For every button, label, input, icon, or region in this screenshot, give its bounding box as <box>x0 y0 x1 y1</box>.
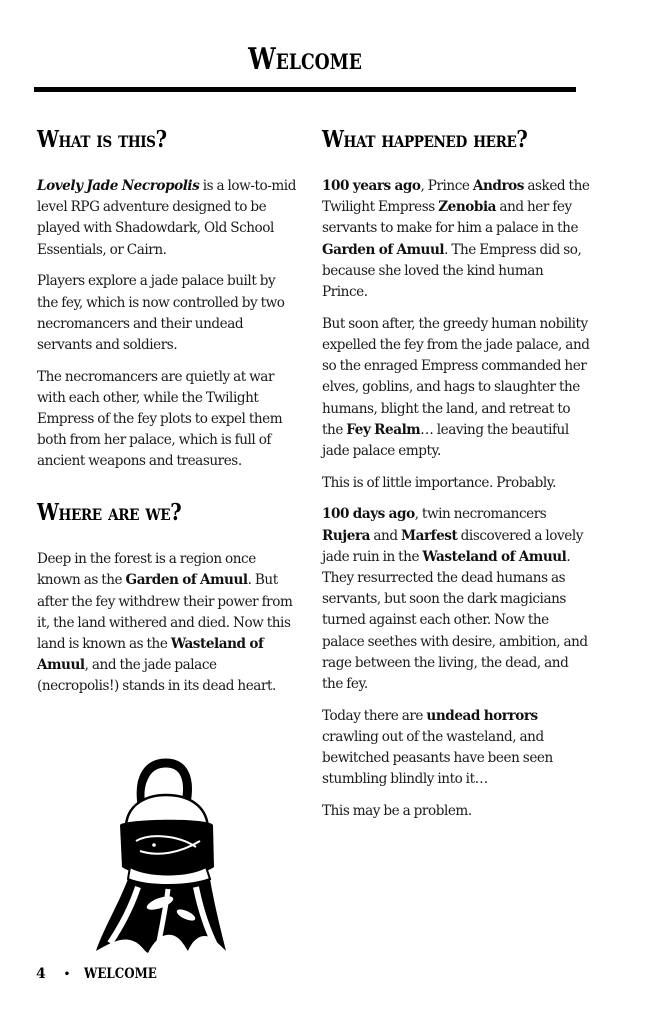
emphasis: undead horrors <box>426 707 538 724</box>
paragraph: The necromancers are quietly at war with each other, while the Twilight Empress of the fey plots to expel them both from her palace, which is full of ancient weapons and treasures. <box>37 368 283 470</box>
emphasis: Garden of Amuul <box>125 572 248 589</box>
heading-what-is-this: What is this? <box>37 126 167 153</box>
paragraph: This may be a problem. <box>322 802 472 819</box>
emphasis: Wasteland of Amuul <box>37 635 264 674</box>
paragraph: This is of little importance. Probably. <box>322 474 557 491</box>
paragraph <box>322 314 592 462</box>
paragraph <box>322 504 592 695</box>
footer-separator: • <box>63 968 71 980</box>
text: But soon after, the greedy human nobility expelled the fey from the jade palace, and so the enraged Empress commanded her elves, goblins, and hags to slaughter the humans, blight the land, and retreat to the <box>322 315 590 438</box>
text: crawling out of the wasteland, and bewitched peasants have been seen stumbling blindly into it… <box>322 728 553 788</box>
paragraph: Players explore a jade palace built by the fey, which is now controlled by two necromancers and their undead servants and soldiers. <box>37 273 285 353</box>
text: and her fey servants to make for him a palace in the <box>322 199 579 237</box>
paragraph <box>322 176 592 303</box>
emphasis: Andros <box>472 178 524 194</box>
text: . They resurrected the dead humans as servants, but soon the dark magicians turned against each other. Now the palace seethes with desire, ambition, and rage between the living, the dead, and the fey. <box>322 548 588 692</box>
emphasis: Wasteland of Amuul <box>422 548 567 565</box>
text: , and the jade palace (necropolis!) stands in its dead heart. <box>37 657 276 695</box>
text: . But after the fey withdrew their power from it, the land withered and died. Now this land is known as the <box>37 572 293 652</box>
text: is a low-to-mid level RPG adventure designed to be played with Shadowdark, Old School Essentials, or Cairn. <box>37 178 296 258</box>
text: Deep in the forest is a region once known as the <box>37 551 256 589</box>
emphasis: Fey Realm <box>346 421 421 438</box>
book-title: Lovely Jade Necropolis <box>37 178 200 194</box>
right-column <box>322 124 592 833</box>
emphasis: 100 days ago <box>322 506 415 523</box>
emphasis: Zenobia <box>438 199 497 216</box>
paragraph <box>322 706 592 791</box>
text: discovered a lovely jade ruin in the <box>322 527 583 565</box>
page-title: Welcome <box>248 42 362 77</box>
left-column <box>37 124 299 708</box>
page-number: 4 <box>36 966 46 982</box>
paragraph <box>37 176 299 261</box>
page-footer <box>36 966 170 982</box>
text: , Prince <box>420 178 473 194</box>
emphasis: Rujera <box>322 527 371 544</box>
text: … leaving the beautiful jade palace empty. <box>322 421 569 459</box>
emphasis: Marfest <box>401 527 458 544</box>
paragraph <box>37 549 299 697</box>
title-rule <box>34 87 576 92</box>
jade-idol-illustration-icon <box>88 755 243 955</box>
text: asked the Twilight Empress <box>322 178 590 216</box>
emphasis: 100 years ago <box>322 178 421 194</box>
text: and <box>370 527 401 544</box>
emphasis: Garden of Amuul <box>322 241 445 258</box>
heading-what-happened-here: What happened here? <box>322 126 528 153</box>
text: Today there are <box>322 707 427 724</box>
text: , twin necromancers <box>414 506 547 523</box>
text: . The Empress did so, because she loved the kind human Prince. <box>322 241 582 301</box>
footer-section-label: WELCOME <box>84 966 158 982</box>
heading-where-are-we: Where are we? <box>37 499 182 527</box>
